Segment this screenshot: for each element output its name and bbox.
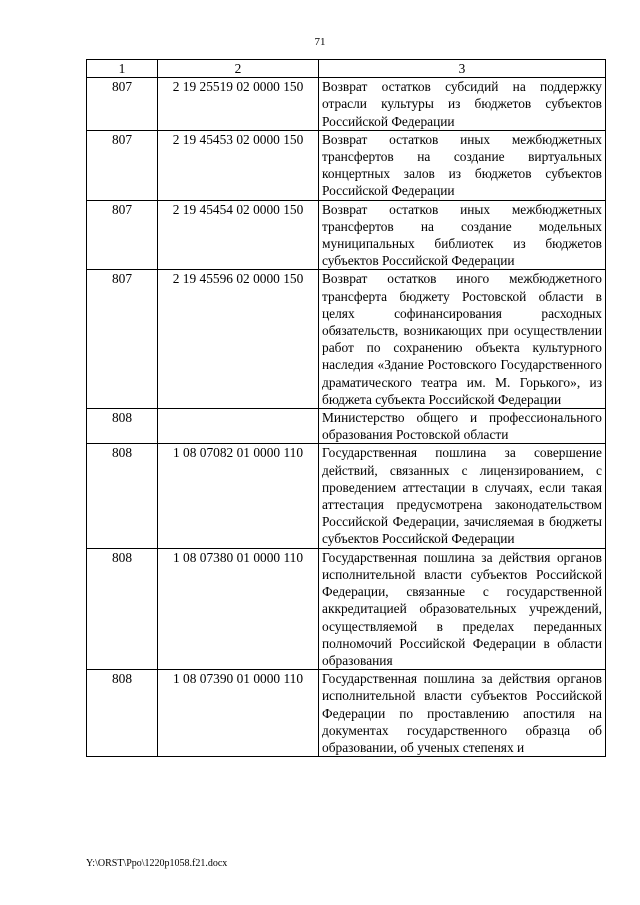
- table-row: [87, 548, 606, 669]
- table-row: [87, 444, 606, 548]
- description-cell: Возврат остатков иных межбюджетных трансфертов на создание виртуальных концертных залов из бюджетов субъектов Российской Федерации: [319, 130, 606, 200]
- file-path-footer: Y:\ORST\Ppo\1220p1058.f21.docx: [86, 858, 228, 869]
- description-cell: Министерство общего и профессионального образования Ростовской области: [319, 409, 606, 444]
- description-cell: Возврат остатков иных межбюджетных трансфертов на создание модельных муниципальных библиотек из бюджетов субъектов Российской Федерации: [319, 200, 606, 270]
- budget-code-cell: 1 08 07380 01 0000 110: [158, 548, 319, 669]
- table-row: [87, 200, 606, 270]
- page-number: 71: [314, 36, 326, 48]
- budget-code-cell: 1 08 07082 01 0000 110: [158, 444, 319, 548]
- column-header-1: 1: [87, 60, 158, 78]
- description-cell: Возврат остатков субсидий на поддержку отрасли культуры из бюджетов субъектов Российской Федерации: [319, 78, 606, 131]
- table-row: [87, 78, 606, 131]
- admin-code-cell: 808: [87, 670, 158, 757]
- description-cell: Государственная пошлина за совершение действий, связанных с лицензированием, с проведением аттестации в случаях, если такая аттестация предусмотрена законодательством Российской Федерации, зачисляемая в бюджеты субъектов Российской Федерации: [319, 444, 606, 548]
- admin-code-cell: 807: [87, 270, 158, 409]
- table-header-row: [87, 60, 606, 78]
- description-cell: Государственная пошлина за действия органов исполнительной власти субъектов Российской Федерации по проставлению апостиля на документах государственного образца об образовании, об ученых степенях и: [319, 670, 606, 757]
- table-row: [87, 670, 606, 757]
- budget-codes-table: [86, 59, 606, 757]
- budget-code-cell: 2 19 25519 02 0000 150: [158, 78, 319, 131]
- description-cell: Возврат остатков иного межбюджетного трансферта бюджету Ростовской области в целях софинансирования расходных обязательств, возникающих при осуществлении работ по сохранению объекта культурного наследия «Здание Ростовского Государственного драматического театра им. М. Горького», из бюджета субъекта Российской Федерации: [319, 270, 606, 409]
- admin-code-cell: 808: [87, 444, 158, 548]
- admin-code-cell: 807: [87, 130, 158, 200]
- admin-code-cell: 808: [87, 409, 158, 444]
- budget-code-cell: [158, 409, 319, 444]
- budget-code-cell: 2 19 45453 02 0000 150: [158, 130, 319, 200]
- column-header-3: 3: [319, 60, 606, 78]
- budget-code-cell: 2 19 45596 02 0000 150: [158, 270, 319, 409]
- table-row: [87, 270, 606, 409]
- admin-code-cell: 808: [87, 548, 158, 669]
- column-header-2: 2: [158, 60, 319, 78]
- admin-code-cell: 807: [87, 200, 158, 270]
- budget-code-cell: 1 08 07390 01 0000 110: [158, 670, 319, 757]
- budget-code-cell: 2 19 45454 02 0000 150: [158, 200, 319, 270]
- table-row: [87, 130, 606, 200]
- admin-code-cell: 807: [87, 78, 158, 131]
- table-row: [87, 409, 606, 444]
- description-cell: Государственная пошлина за действия органов исполнительной власти субъектов Российской Федерации, связанные с государственной аккредитацией образовательных учреждений, осуществляемой в пределах переданных полномочий Российской Федерации в области образования: [319, 548, 606, 669]
